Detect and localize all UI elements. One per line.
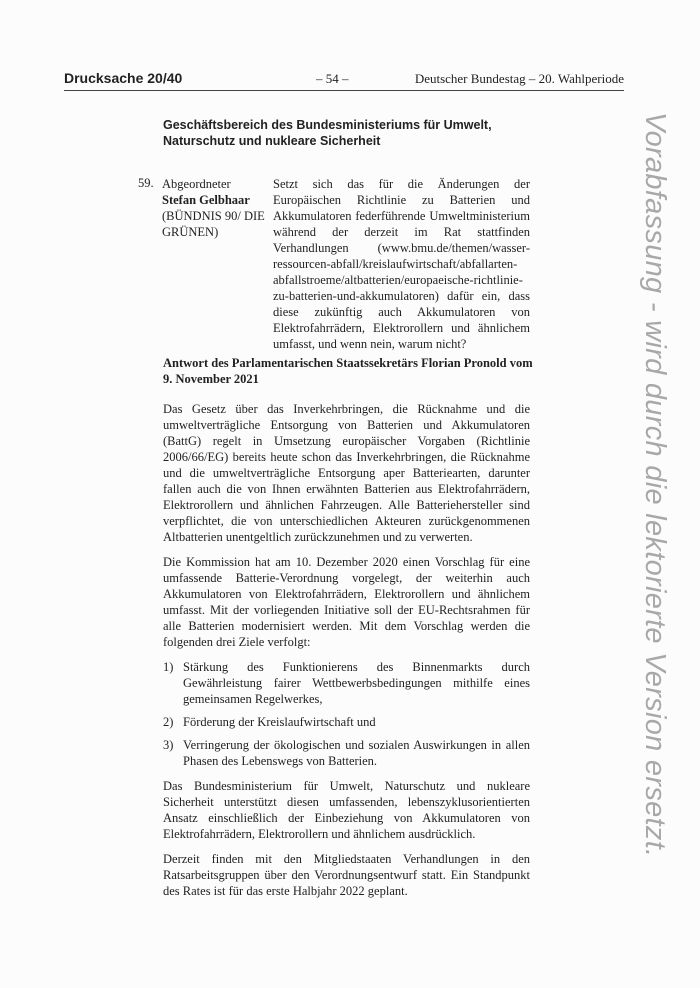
draft-watermark <box>638 112 682 882</box>
questioner-name: Stefan Gelbhaar <box>162 193 250 207</box>
page-header <box>64 70 624 91</box>
answer-paragraph: Das Gesetz über das Inverkehrbringen, die Rücknahme und die umweltverträgliche Entsorgung von Batterien und Akkumulatoren (BattG) regelt in Umsetzung europäischer Vorgaben (Richtlinie 2006/66/EG) bereits heute schon das Inverkehrbringen, die Rücknahme und die umweltverträgliche Entsorgung aper Batteriearten, darunter fallen auch die von Ihnen erwähnten Batterien aus Elektrofahrrädern, Elektrorollern und ähnlichen Fahrzeugen. Alle Batteriehersteller sind verpflichtet, die von unterschiedlichen Akteuren zurückgenommenen Altbatterien unentgeltlich zurückzunehmen und zu verwerten. <box>163 402 530 544</box>
watermark-text: Vorabfassung - wird durch die lektorierte Version ersetzt. <box>639 112 671 858</box>
document-number: Drucksache 20/40 <box>64 70 183 86</box>
questioner-role: Abgeordneter <box>162 177 231 191</box>
answer-paragraph: Derzeit finden mit den Mitgliedstaaten Verhandlungen in den Ratsarbeitsgruppen über den Verordnungsentwurf statt. Ein Standpunkt des Rates ist für das erste Halbjahr 2022 geplant. <box>163 852 530 898</box>
answer-title: Antwort des Parlamentarischen Staatssekretärs Florian Pronold vom 9. November 2021 <box>163 356 533 386</box>
list-item-number: 2) <box>163 715 174 729</box>
list-item-text: Förderung der Kreislaufwirtschaft und <box>183 715 376 729</box>
page-number: – 54 – <box>316 71 349 86</box>
question-text: Setzt sich das für die Änderungen der Europäischen Richtlinie zu Batterien und Akkumulatoren federführende Umweltministerium während der derzeit im Rat stattfinden Verhandlungen (www.bmu.de/themen/wasser-ressourcen-abfall/kreislaufwirtschaft/abfallarten-abfallstroeme/altbatterien/europaeische-richtlinie-zu-batterien-und-akkumulatoren) dafür ein, dass diese zukünftig auch Akkumulatoren von Elektrofahrrädern, Elektrorollern und ähnlichem umfasst, und wenn nein, warum nicht? <box>273 177 530 351</box>
section-title: Geschäftsbereich des Bundesministeriums für Umwelt, Naturschutz und nukleare Sicherheit <box>163 118 492 148</box>
answer-body <box>163 401 530 908</box>
list-item-text: Verringerung der ökologischen und sozialen Auswirkungen in allen Phasen des Lebenswegs von Batterien. <box>183 738 530 768</box>
questioner-party: (BÜNDNIS 90/ DIE GRÜNEN) <box>162 209 265 239</box>
list-item <box>163 737 530 769</box>
list-item <box>163 659 530 707</box>
parliament-period: Deutscher Bundestag – 20. Wahlperiode <box>414 71 624 86</box>
question-number: 59. <box>138 176 154 190</box>
answer-paragraph: Das Bundesministerium für Umwelt, Naturschutz und nukleare Sicherheit unterstützt diesen umfassenden, lebenszyklusorientierten Ansatz einschließlich der Einbeziehung von Akkumulatoren von Elektrofahrrädern, Elektrorollern und ähnlichem ausdrücklich. <box>163 779 530 841</box>
list-item-number: 1) <box>163 660 174 674</box>
list-item <box>163 714 530 730</box>
list-item-number: 3) <box>163 738 174 752</box>
questioner-block <box>162 176 272 240</box>
goals-list <box>163 659 530 769</box>
answer-paragraph: Die Kommission hat am 10. Dezember 2020 einen Vorschlag für eine umfassende Batterie-Verordnung vorgelegt, der weiterhin auch Akkumulatoren von Elektrofahrrädern, Elektrorollern und ähnlichem umfasst. Mit der vorliegenden Initiative soll der EU-Rechtsrahmen für alle Batterien modernisiert werden. Mit dem Vorschlag werden die folgenden drei Ziele verfolgt: <box>163 555 530 649</box>
list-item-text: Stärkung des Funktionierens des Binnenmarkts durch Gewährleistung fairer Wettbewerbsbedingungen mithilfe eines gemeinsamen Regelwerkes, <box>183 660 530 706</box>
